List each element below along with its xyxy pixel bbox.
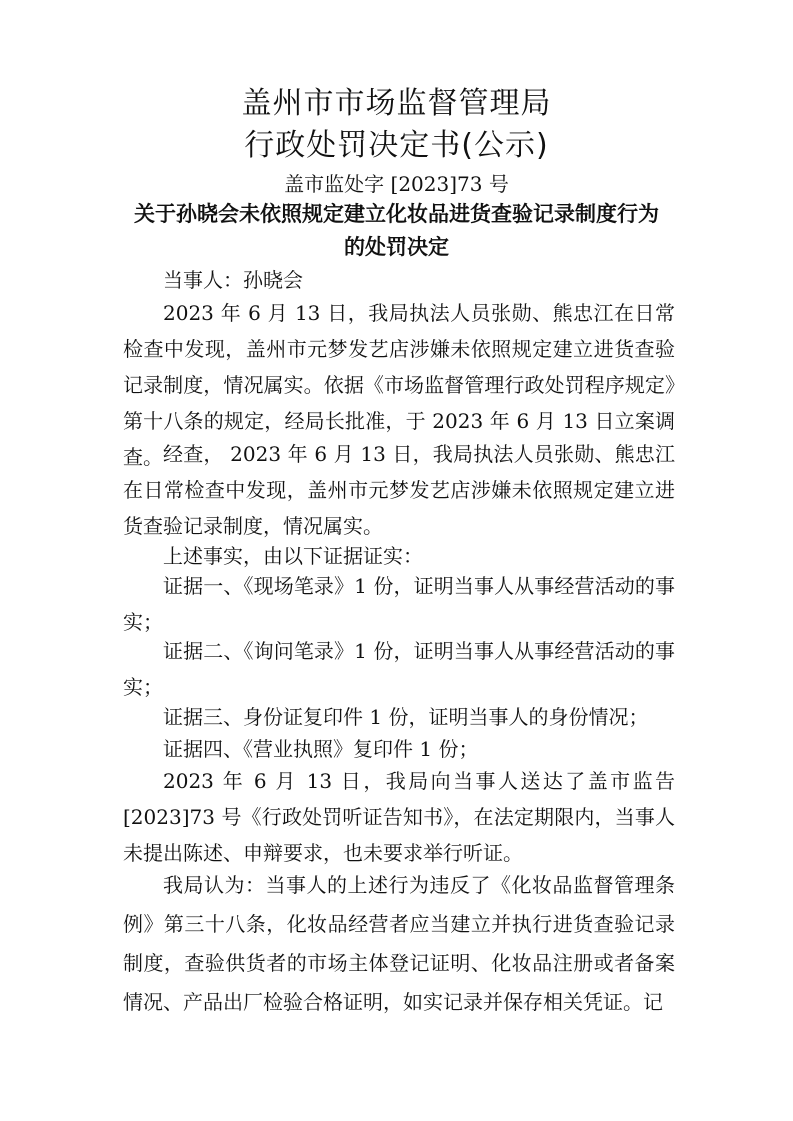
party-paragraph: 当事人：孙晓会 (163, 268, 303, 292)
hearing-notice-paragraph: 2023 年 6 月 13 日，我局向当事人送达了盖市监告[2023]73 号《行政处罚听证告知书》，在法定期限内，当事人未提出陈述、申辩要求，也未要求举行听证。 (123, 769, 675, 865)
violation-finding-paragraph: 我局认为：当事人的上述行为违反了《化妆品监督管理条例》第三十八条，化妆品经营者应当建立并执行进货查验记录制度，查验供货者的市场主体登记证明、化妆品注册或者备案情况、产品出厂检验合格证明，如实记录并保存相关凭证。记 (123, 873, 675, 1014)
evidence-item-1: 证据一、《现场笔录》1 份，证明当事人从事经营活动的事实； (123, 574, 675, 634)
investigation-paragraph: 经查， 2023 年 6 月 13 日，我局执法人员张勋、熊忠江在日常检查中发现，盖州市元梦发艺店涉嫌未依照规定建立进货查验记录制度，情况属实。 (123, 442, 675, 538)
document-subject-line-1: 关于孙晓会未依照规定建立化妆品进货查验记录制度行为 (134, 202, 659, 226)
document-title-type: 行政处罚决定书(公示) (244, 128, 549, 163)
evidence-item-3: 证据三、身份证复印件 1 份，证明当事人的身份情况； (163, 705, 649, 729)
document-subject-line-2: 的处罚决定 (344, 235, 449, 259)
evidence-item-2: 证据二、《询问笔录》1 份，证明当事人从事经营活动的事实； (123, 639, 675, 699)
document-number: 盖市监处字 [2023]73 号 (284, 172, 509, 196)
evidence-intro-paragraph: 上述事实，由以下证据证实： (163, 544, 423, 568)
document-title-agency: 盖州市市场监督管理局 (241, 86, 552, 121)
evidence-item-4: 证据四、《营业执照》复印件 1 份； (163, 737, 479, 761)
case-filing-paragraph: 2023 年 6 月 13 日，我局执法人员张勋、熊忠江在日常检查中发现，盖州市元梦发艺店涉嫌未依照规定建立进货查验记录制度，情况属实。依据《市场监督管理行政处罚程序规定》第十八条的规定，经局长批准，于 2023 年 6 月 13 日立案调查。 (123, 301, 675, 469)
